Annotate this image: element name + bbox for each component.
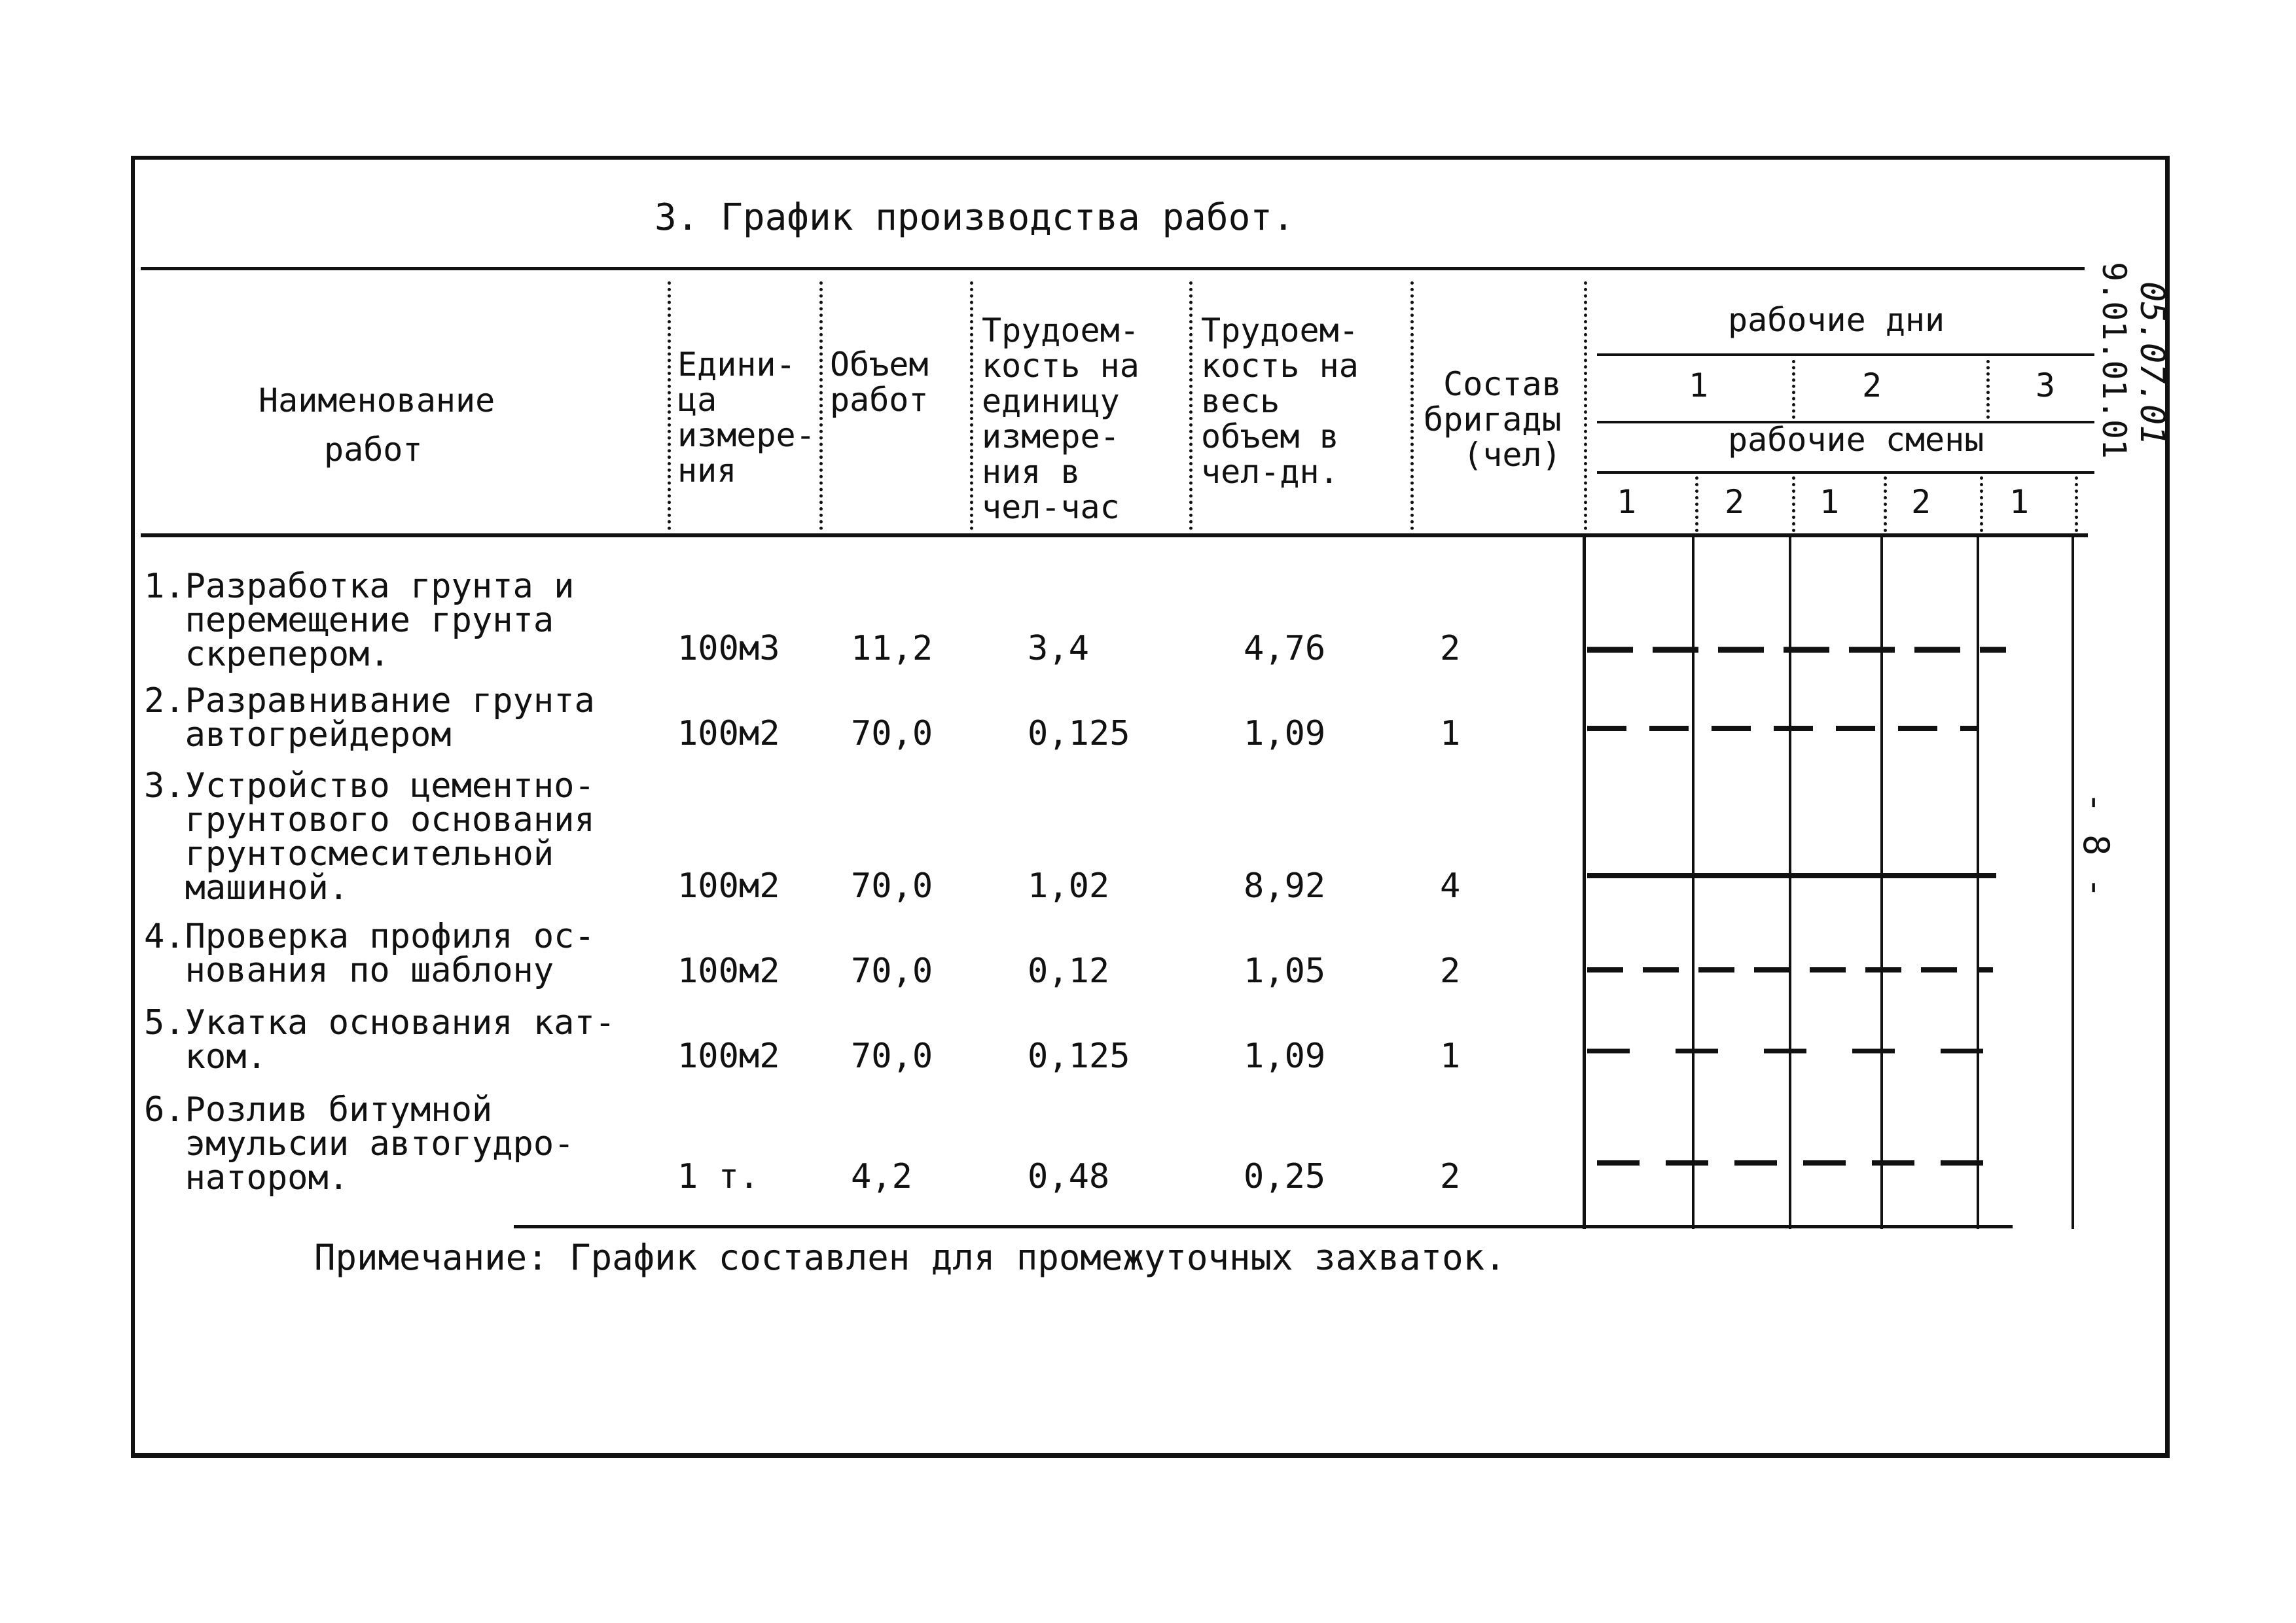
row-2-name: 2.Разравнивание грунта автогрейдером <box>144 681 595 755</box>
header-unit: Едини- ца измере- ния <box>677 346 816 490</box>
row-4-volume: 70,0 <box>851 952 933 991</box>
header-day-1: 1 <box>1689 366 1709 404</box>
header-shift-4: 2 <box>1911 483 1931 521</box>
row-5-crew: 1 <box>1440 1037 1461 1076</box>
row-4-labor-unit: 0,12 <box>1028 952 1110 991</box>
row-1-unit: 100м3 <box>677 629 780 668</box>
row-5-labor-unit: 0,125 <box>1028 1037 1130 1076</box>
row-5-labor-total: 1,09 <box>1244 1037 1326 1076</box>
row-4-unit: 100м2 <box>677 952 780 991</box>
row-4-name: 4.Проверка профиля ос- нования по шаблону <box>144 917 595 990</box>
header-shift-5: 1 <box>2009 483 2030 521</box>
row-5-volume: 70,0 <box>851 1037 933 1076</box>
row-2-labor-unit: 0,125 <box>1028 714 1130 753</box>
row-3-crew: 4 <box>1440 866 1461 906</box>
header-labor-total: Трудоем- кость на весь объем в чел-дн. <box>1201 312 1359 491</box>
header-name-line1: Наименование <box>259 382 495 419</box>
row-1-name: 1.Разработка грунта и перемещение грунта скрепером. <box>144 567 575 674</box>
row-1-crew: 2 <box>1440 629 1461 668</box>
row-3-labor-total: 8,92 <box>1244 866 1326 906</box>
table-note: Примечание: График составлен для промежуточных захваток. <box>314 1237 1506 1278</box>
row-3-volume: 70,0 <box>851 866 933 906</box>
side-code: 9.01.01.01 <box>2095 262 2133 459</box>
row-2-crew: 1 <box>1440 714 1461 753</box>
header-name-line2: работ <box>324 431 423 469</box>
row-6-labor-total: 0,25 <box>1244 1157 1326 1196</box>
row-4-crew: 2 <box>1440 952 1461 991</box>
row-6-labor-unit: 0,48 <box>1028 1157 1110 1196</box>
row-3-name: 3.Устройство цементно- грунтового основания грунтосмесительной машиной. <box>144 766 595 908</box>
page-number: - 8 - <box>2075 792 2117 899</box>
row-4-labor-total: 1,05 <box>1244 952 1326 991</box>
side-date: 05.07.01 <box>2132 281 2172 446</box>
header-shift-2: 2 <box>1725 483 1745 521</box>
row-2-unit: 100м2 <box>677 714 780 753</box>
row-1-labor-unit: 3,4 <box>1028 629 1089 668</box>
header-labor-unit: Трудоем- кость на единицу измере- ния в чел-час <box>982 312 1139 526</box>
row-6-name: 6.Розлив битумной эмульсии автогудро- натором. <box>144 1090 575 1198</box>
row-5-name: 5.Укатка основания кат- ком. <box>144 1003 616 1077</box>
row-6-crew: 2 <box>1440 1157 1461 1196</box>
header-work-shifts: рабочие смены <box>1728 421 1984 459</box>
header-shift-3: 1 <box>1820 483 1840 521</box>
row-6-unit: 1 т. <box>677 1157 760 1196</box>
header-day-2: 2 <box>1862 366 1882 404</box>
header-volume: Объем работ <box>830 346 929 419</box>
page-title: 3. График производства работ. <box>655 196 1295 239</box>
header-day-3: 3 <box>2036 366 2056 404</box>
row-1-labor-total: 4,76 <box>1244 629 1326 668</box>
row-5-unit: 100м2 <box>677 1037 780 1076</box>
row-2-volume: 70,0 <box>851 714 933 753</box>
row-3-unit: 100м2 <box>677 866 780 906</box>
row-2-labor-total: 1,09 <box>1244 714 1326 753</box>
header-crew: Состав бригады (чел) <box>1424 365 1562 474</box>
row-3-labor-unit: 1,02 <box>1028 866 1110 906</box>
header-shift-1: 1 <box>1617 483 1637 521</box>
row-6-volume: 4,2 <box>851 1157 912 1196</box>
row-1-volume: 11,2 <box>851 629 933 668</box>
header-work-days: рабочие дни <box>1728 301 1945 339</box>
